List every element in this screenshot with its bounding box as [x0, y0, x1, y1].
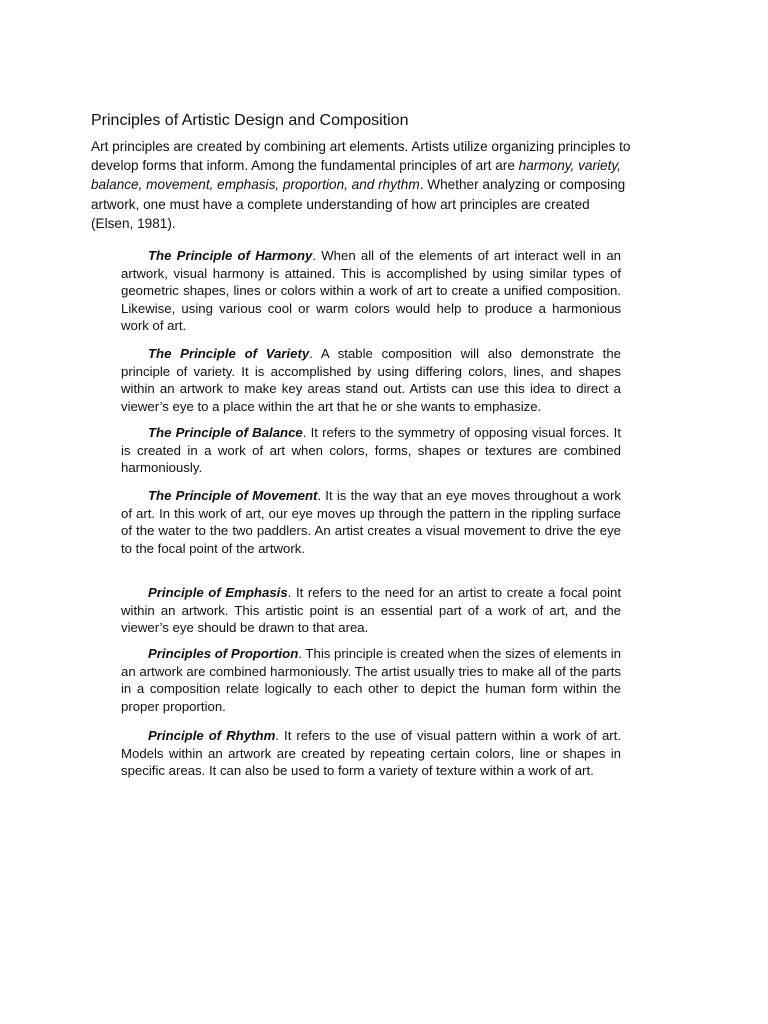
section-body: . It refers to the need for an artist to create a focal point within an artwork. This artistic point is an essential part of a work of art, and the viewer’s eye should be drawn to that area.: [121, 585, 621, 636]
section-heading: The Principle of Variety: [148, 346, 310, 361]
section-emphasis: [121, 584, 621, 637]
section-heading: The Principle of Movement: [148, 488, 318, 503]
section-body: . This principle is created when the sizes of elements in an artwork are combined harmoniously. The artist usually tries to make all of the parts in a composition relate logically to each other to depict the human form within the proper proportion.: [121, 646, 622, 714]
intro-emphasized-text: harmony, variety, balance, movement, emphasis, proportion, and rhythm: [91, 158, 621, 193]
section-variety: [121, 345, 621, 415]
section-body: . It refers to the use of visual pattern within a work of art. Models within an artwork are created by repeating certain colors, line or shapes in specific areas. It can also be used to form a variety of texture within a work of art.: [121, 728, 622, 779]
section-heading: The Principle of Balance: [148, 425, 303, 440]
section-body: . It is the way that an eye moves throughout a work of art. In this work of art, our eye moves up through the pattern in the rippling surface of the water to the two paddlers. An artist creates a visual movement to drive the eye to the focal point of the artwork.: [121, 488, 621, 556]
intro-paragraph: [91, 137, 632, 233]
document-title: Principles of Artistic Design and Composition: [91, 112, 409, 129]
section-body: . When all of the elements of art interact well in an artwork, visual harmony is attained. This is accomplished by using similar types of geometric shapes, lines or colors within a work of art to create a unified composition. Likewise, using various cool or warm colors would help to produce a harmonious work of art.: [121, 248, 621, 334]
section-harmony: [121, 247, 621, 335]
section-balance: [121, 424, 621, 477]
section-body: . It refers to the symmetry of opposing visual forces. It is created in a work of art when colors, forms, shapes or textures are combined harmoniously.: [121, 425, 621, 476]
section-rhythm: [121, 727, 621, 780]
section-heading: Principles of Proportion: [148, 646, 299, 661]
section-proportion: [121, 645, 621, 715]
intro-lead-text: Art principles are created by combining art elements. Artists utilize organizing principles to develop forms that inform. Among the fundamental principles of art are: [91, 139, 631, 174]
section-body: . A stable composition will also demonstrate the principle of variety. It is accomplished by using differing colors, lines, and shapes within an artwork to make key areas stand out. Artists can use this idea to direct a viewer’s eye to a place within the art that he or she wants to emphasize.: [121, 346, 621, 414]
section-heading: The Principle of Harmony: [148, 248, 313, 263]
section-heading: Principle of Rhythm: [148, 728, 276, 743]
section-movement: [121, 487, 621, 557]
section-heading: Principle of Emphasis: [148, 585, 288, 600]
intro-tail-text: . Whether analyzing or composing artwork, one must have a complete understanding of how art principles are created (Elsen, 1981).: [91, 177, 626, 231]
